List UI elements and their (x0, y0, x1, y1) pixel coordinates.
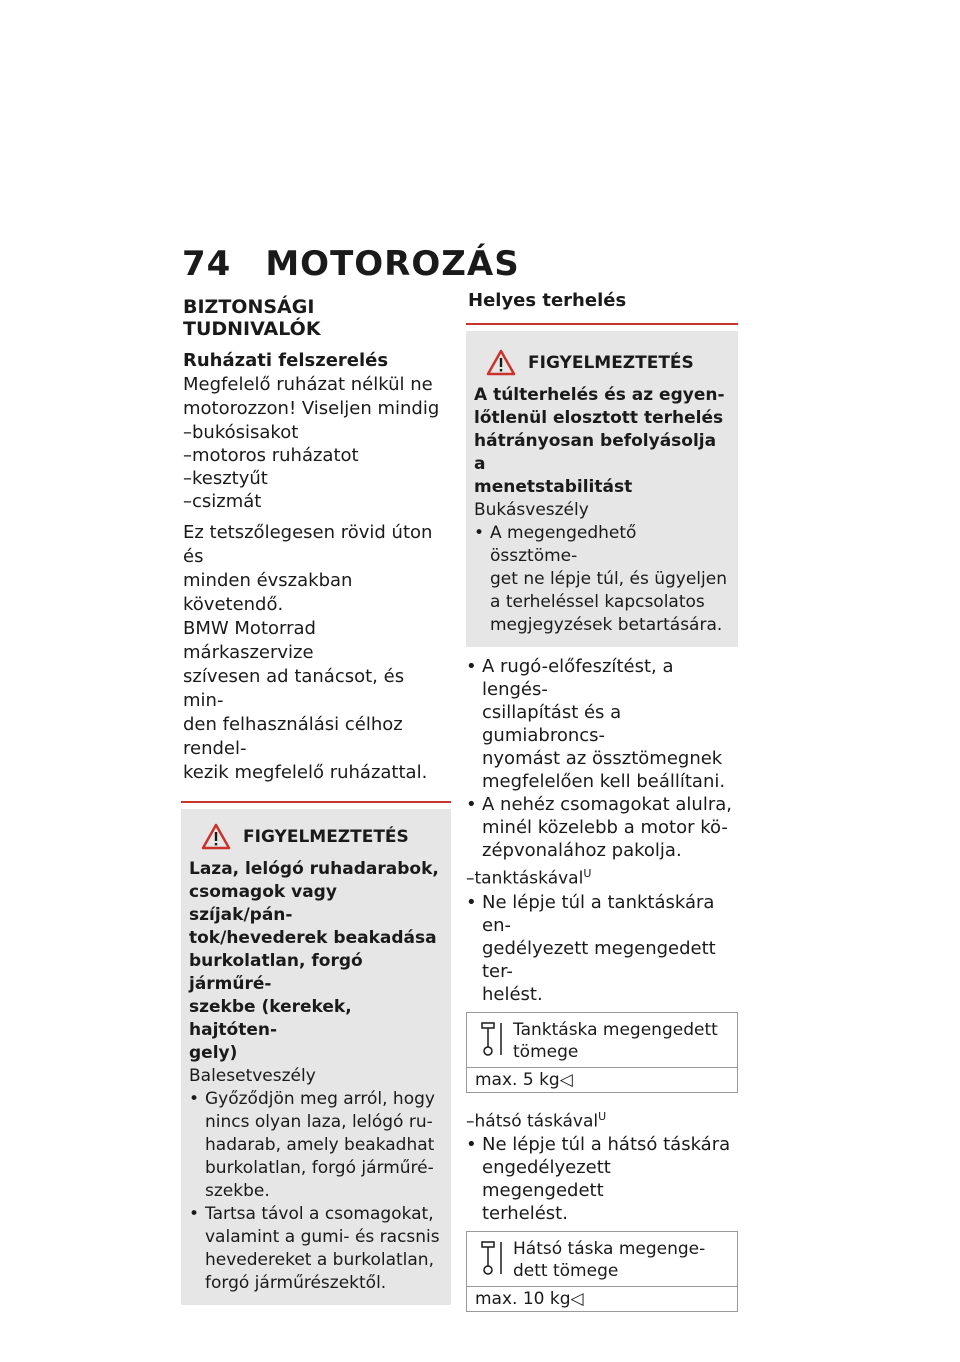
bullet-line: Tartsa távol a csomagokat, (205, 1204, 434, 1224)
spec-table-tank-bag (466, 1012, 738, 1093)
section-title-safety: BIZTONSÁGI TUDNIVALÓK (183, 296, 321, 340)
list-item: –csizmát (183, 491, 262, 512)
bullet-line: gedélyezett megengedett ter- (482, 937, 716, 982)
weight-icon (479, 1240, 507, 1276)
warning-bullet: • A megengedhető össztöme- get ne lépje túl, és ügyeljen a terheléssel kapcsolatos megjegyzések betartására. (474, 523, 727, 635)
list-item: –kesztyűt (183, 468, 268, 489)
warning-bold-line: hátrányosan befolyásolja a (474, 431, 717, 474)
subsection-title-clothing: Ruházati felszerelés (183, 350, 389, 371)
weight-icon (479, 1021, 507, 1057)
list-item: –motoros ruházatot (183, 445, 359, 466)
warning-box-clothing (181, 809, 451, 1305)
clothing-list (183, 421, 451, 513)
bullet-line: nyomást az össztömegnek (482, 748, 723, 769)
intro-line: motorozzon! Viseljen mindig (183, 398, 440, 419)
page-header (182, 244, 520, 284)
section-title-loading: Helyes terhelés (468, 290, 627, 311)
warning-triangle-icon (201, 823, 231, 850)
bullet-line: hadarab, amely beakadhat (205, 1135, 435, 1155)
bullet-line: hevedereket a burkolatlan, (205, 1250, 434, 1270)
list-item: –bukósisakot (183, 422, 299, 443)
bullet-line: csillapítást és a gumiabroncs- (482, 702, 622, 746)
warning-bold-line: tok/hevederek beakadása (189, 928, 437, 948)
bullet-line: megjegyzések betartására. (490, 615, 723, 635)
bullet-line: get ne lépje túl, és ügyeljen (490, 569, 727, 589)
right-column (466, 290, 738, 1318)
clothing-paragraph (181, 521, 451, 785)
bullet-line: forgó járműrészektől. (205, 1273, 387, 1293)
spec-table-rear-bag (466, 1231, 738, 1312)
red-rule (181, 801, 451, 803)
tank-bag-label (466, 862, 736, 891)
bullet-line: A nehéz csomagokat alulra, (482, 794, 732, 815)
warning-bold-line: csomagok vagy szíjak/pán- (189, 882, 337, 925)
bullet-line: Ne lépje túl a tanktáskára en- (482, 891, 715, 936)
left-column (181, 296, 451, 1305)
rear-bag-text: –hátsó táskával (466, 1111, 599, 1132)
warning-bold-line: szekbe (kerekek, hajtóten- (189, 997, 352, 1040)
warning-bold-line: Laza, lelógó ruhadarabok, (189, 859, 439, 879)
bullet-line: a terheléssel kapcsolatos (490, 592, 705, 612)
rear-bag-label (466, 1105, 736, 1134)
page-number: 74 (182, 244, 232, 284)
spec-label: Hátsó táska megenge- (513, 1239, 706, 1260)
warning-title: FIGYELMEZTETÉS (528, 352, 694, 373)
spec-value: max. 5 kg◁ (475, 1069, 573, 1090)
paragraph-line: den felhasználási célhoz rendel- (183, 714, 403, 759)
bullet-line: A megengedhető össztöme- (490, 523, 637, 566)
paragraph-line: kezik megfelelő ruházattal. (183, 762, 428, 783)
bullet-line: minél közelebb a motor kö- (482, 817, 728, 838)
warning-bold-line: lőtlenül elosztott terhelés (474, 408, 724, 428)
loading-bullet: • A rugó-előfeszítést, a lengés- csillapítást és a gumiabroncs- nyomást az össztömegnek megfelelően kell beállítani. (466, 655, 738, 793)
spec-label: Tanktáska megengedett (513, 1019, 718, 1040)
warning-triangle-icon (486, 349, 516, 376)
tank-bag-text: –tanktáskával (466, 868, 584, 889)
chapter-title: MOTOROZÁS (265, 244, 520, 284)
warning-title: FIGYELMEZTETÉS (243, 826, 409, 847)
bullet-line: zépvonalához pakolja. (482, 840, 682, 861)
red-rule (466, 323, 738, 325)
paragraph-line: BMW Motorrad márkaszervize (183, 618, 316, 663)
paragraph-line: szívesen ad tanácsot, és min- (183, 666, 405, 711)
bullet-line: megfelelően kell beállítani. (482, 771, 726, 792)
warning-box-loading (466, 331, 738, 647)
accessory-mark: U (583, 867, 592, 880)
warning-bullet: • Győződjön meg arról, hogy nincs olyan laza, lelógó ru- hadarab, amely beakadhat burkolatlan, forgó járműré- szekbe. (189, 1089, 435, 1201)
warning-bold-line: menetstabilitást (474, 477, 633, 497)
bullet-line: szekbe. (205, 1181, 270, 1201)
bullet-line: Ne lépje túl a hátsó táskára (482, 1134, 731, 1156)
bullet-line: Győződjön meg arról, hogy (205, 1089, 435, 1109)
bullet-line: valamint a gumi- és racsnis (205, 1227, 440, 1247)
bullet-line: A rugó-előfeszítést, a lengés- (482, 656, 674, 700)
spec-label: dett tömege (513, 1261, 619, 1282)
tank-bag-bullet: • Ne lépje túl a tanktáskára en- gedélyezett megengedett ter- helést. (466, 891, 738, 1006)
warning-bold-line: A túlterhelés és az egyen- (474, 385, 725, 405)
paragraph-line: Ez tetszőlegesen rövid úton és (183, 522, 433, 567)
spec-label: tömege (513, 1041, 579, 1062)
bullet-line: engedélyezett megengedett (482, 1157, 611, 1202)
loading-bullet: • A nehéz csomagokat alulra, minél közelebb a motor kö- zépvonalához pakolja. (466, 794, 732, 861)
spec-value: max. 10 kg◁ (475, 1289, 584, 1310)
warning-bold-line: gely) (189, 1043, 238, 1063)
rear-bag-bullet: • Ne lépje túl a hátsó táskára engedélyezett megengedett terhelést. (466, 1133, 738, 1225)
accessory-mark: U (598, 1109, 607, 1123)
bullet-line: helést. (482, 983, 543, 1005)
danger-label: Balesetveszély (189, 1066, 316, 1086)
bullet-line: burkolatlan, forgó járműré- (205, 1158, 434, 1178)
bullet-line: terhelést. (482, 1203, 568, 1225)
warning-bullet: • Tartsa távol a csomagokat, valamint a gumi- és racsnis hevedereket a burkolatlan, forgó járműrészektől. (189, 1204, 440, 1293)
bullet-line: nincs olyan laza, lelógó ru- (205, 1112, 433, 1132)
paragraph-line: minden évszakban követendő. (183, 570, 353, 615)
danger-label: Bukásveszély (474, 500, 589, 520)
intro-line: Megfelelő ruházat nélkül ne (183, 374, 433, 395)
warning-bold-line: burkolatlan, forgó járműré- (189, 951, 363, 994)
